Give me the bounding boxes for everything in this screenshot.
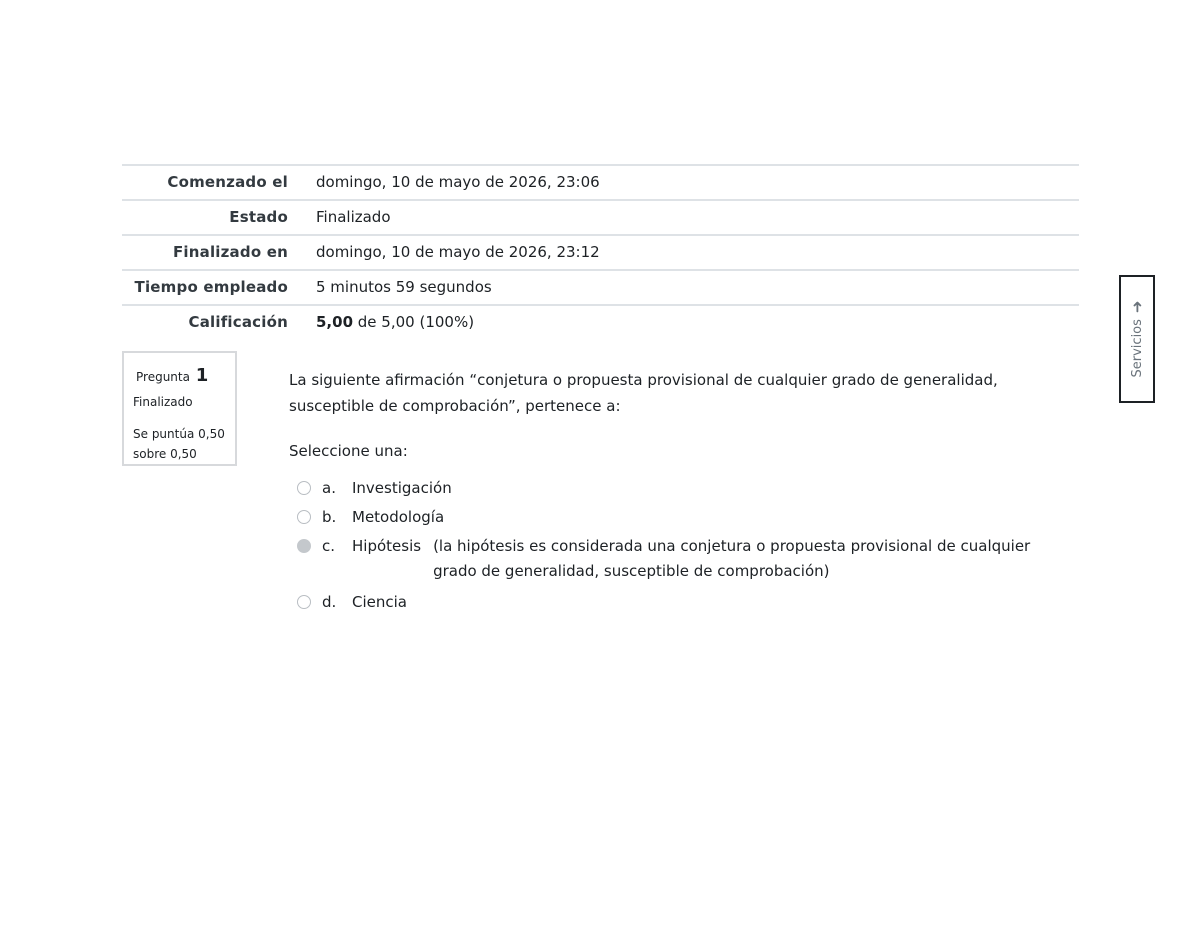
summary-label: Finalizado en <box>172 243 288 261</box>
services-label: Servicios <box>1129 319 1145 378</box>
answer-option-c[interactable] <box>297 534 1057 584</box>
radio-button-selected[interactable] <box>297 539 311 553</box>
answer-list <box>297 476 1057 619</box>
summary-value: domingo, 10 de mayo de 2026, 23:06 <box>316 173 600 191</box>
answer-letter: a. <box>322 479 336 497</box>
radio-button[interactable] <box>297 481 311 495</box>
question-info-box <box>122 351 237 466</box>
summary-row-completed <box>122 236 1079 271</box>
quiz-summary-table <box>122 164 1079 339</box>
question-label: Pregunta <box>136 370 190 384</box>
answer-option-b[interactable] <box>297 505 1057 530</box>
question-grade: Se puntúa 0,50 sobre 0,50 <box>133 427 225 461</box>
answer-letter: c. <box>322 537 336 555</box>
question-number: 1 <box>195 365 209 386</box>
summary-value: domingo, 10 de mayo de 2026, 23:12 <box>316 243 600 261</box>
services-tab[interactable] <box>1119 275 1155 403</box>
question-state: Finalizado <box>133 395 193 409</box>
question-text: La siguiente afirmación “conjetura o propuesta provisional de cualquier grado de generalidad, susceptible de comprobación”, pertenece a: <box>289 371 998 415</box>
answer-letter: b. <box>322 508 337 526</box>
summary-row-state <box>122 201 1079 236</box>
summary-row-started <box>122 166 1079 201</box>
answer-option-a[interactable] <box>297 476 1057 501</box>
arrow-right-icon: ➜ <box>1128 300 1146 314</box>
summary-row-time-taken <box>122 271 1079 306</box>
summary-label: Calificación <box>188 313 288 331</box>
answer-feedback: (la hipótesis es considerada una conjetura o propuesta provisional de cualquier grado de generalidad, susceptible de comprobación) <box>433 537 1031 580</box>
summary-value: Finalizado <box>316 208 391 226</box>
question-title <box>136 365 208 386</box>
services-tab-content <box>1128 301 1146 378</box>
summary-label: Comenzado el <box>167 173 288 191</box>
summary-row-grade <box>122 306 1079 339</box>
answer-text: Investigación <box>352 479 452 497</box>
summary-value <box>304 306 474 339</box>
summary-label: Estado <box>229 208 288 226</box>
grade-score: 5,00 <box>316 313 354 331</box>
radio-button[interactable] <box>297 510 311 524</box>
summary-value: 5 minutos 59 segundos <box>316 278 492 296</box>
grade-total: de 5,00 (100%) <box>353 313 475 331</box>
answer-text: Metodología <box>352 508 445 526</box>
answer-letter: d. <box>322 593 337 611</box>
answer-option-d[interactable] <box>297 590 1057 615</box>
answer-prompt: Seleccione una: <box>289 442 408 460</box>
radio-button[interactable] <box>297 595 311 609</box>
summary-label: Tiempo empleado <box>134 278 288 296</box>
answer-text: Hipótesis <box>352 537 422 555</box>
answer-text: Ciencia <box>352 593 407 611</box>
